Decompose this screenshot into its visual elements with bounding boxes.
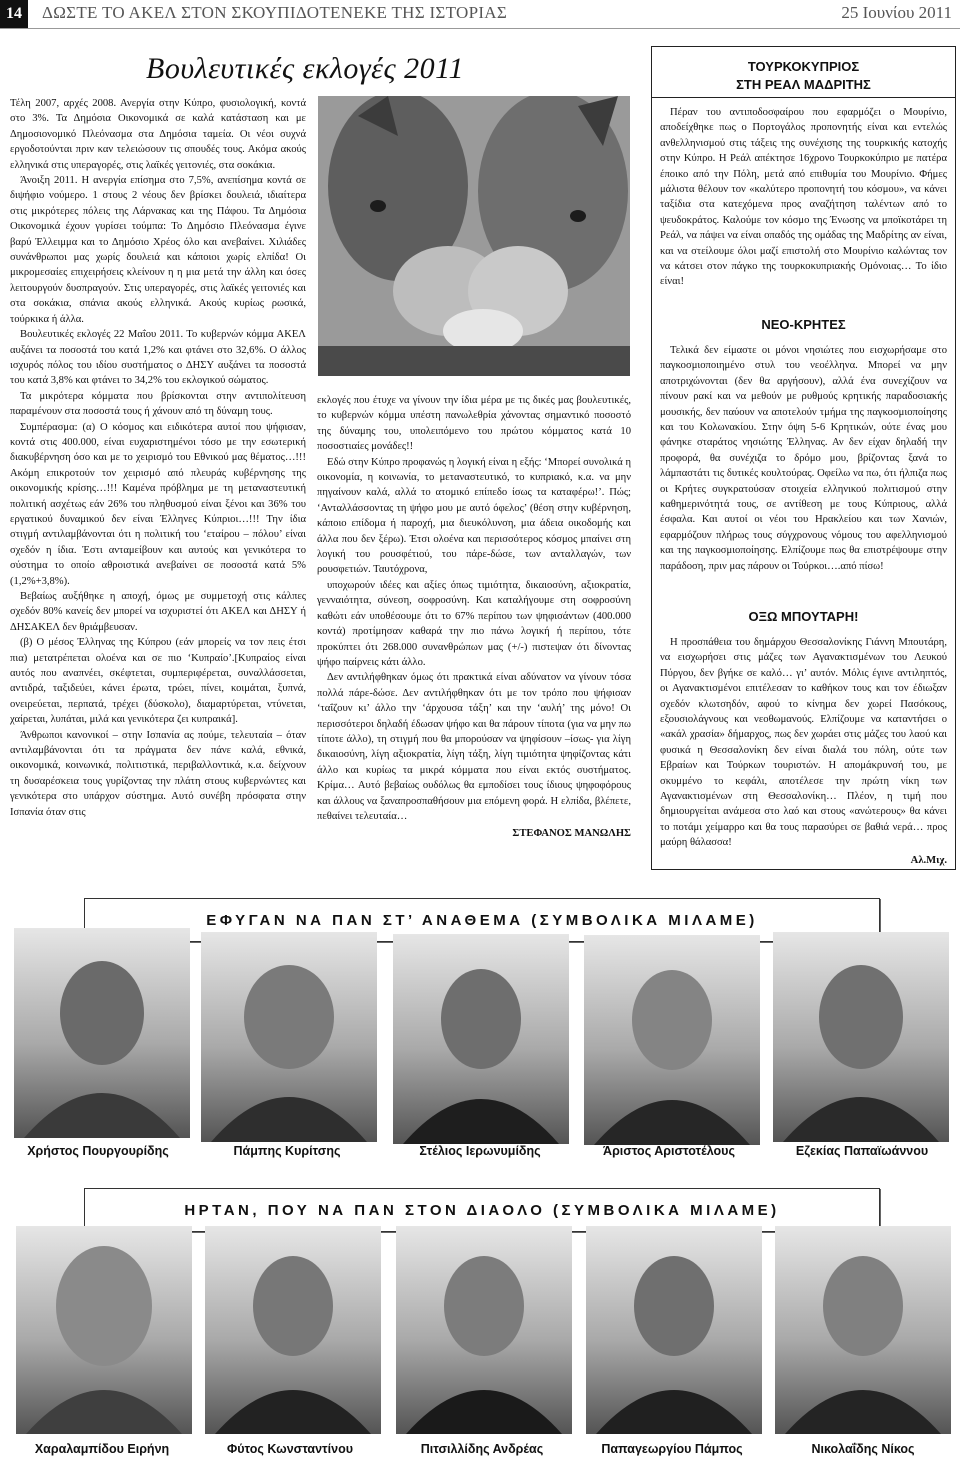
paragraph: Πέραν του αντιποδοσφαίρου που εφαρμόζει ο Μουρίνιο, αποδείχθηκε πως ο Πορτογάλος προπονητής είναι και εντελώς ανθελληνισμού στις τάξεις της συνέχισης της τουρκικής κατοχής στην Κύπρο. Η Ρεάλ απέκτησε 16χρονο Τουρκοκύπριο με πατέρα έποικο από την Πόλη, μετά από επιθυμία του Μουρίνιο. Φήμες μάλιστα θέλουν τον «καλύτερο προπονητή του κόσμου», να κάνει ταξίδια στα κατεχόμενα προς αναζήτηση ταλέντων από το ψευδοκράτος. Καλούμε τον κόσμο της Ένωσης να μποϊκοτάρει τη Ρεάλ, να πάψει να είναι οπαδός της ομάδας της Μαδρίτης αν είναι, και να στείλουμε όλοι μαζί επιστολή στο Μουρίνιο καλώντας τον να κάτσει στον πάγκο της τουρκοκυπριακής Ομόνοιας… Το ίδιο είναι! — [660, 107, 947, 288]
donkeys-illustration — [318, 96, 630, 376]
portrait-photo — [586, 1226, 762, 1434]
paragraph: (β) Ο μέσος Έλληνας της Κύπρου (εάν μπορείς να τον πεις έτσι πια) μετατρέπεται ολοένα και σε πιο ‘Κυπραίο’.[Κυπραίος είναι αυτός που αναπνέει, σκέφτεται, συμπεριφέρεται, συναλλάσσεται, αντιδρά, ταξιδεύει, κάνει έρωτα, τρώει, πίνει, κοιμάται, ξυπνά, ονειρεύεται, περπατά, τρέχει (δύσκολο), διαμαρτύρεται, ντύνεται, χαίρεται, λυπάται, μιλά και γενικότερα ζει κυπραικά]. — [10, 637, 306, 726]
portrait-photo — [201, 932, 377, 1142]
section-title: ΤΟΥΡΚΟΚΥΠΡΙΟΣ — [747, 59, 860, 74]
section-text — [660, 105, 947, 290]
sidebar-box — [651, 46, 956, 870]
portrait-photo — [16, 1226, 192, 1434]
portrait-photo — [773, 932, 949, 1142]
person-silhouette-icon — [205, 1226, 381, 1434]
person-silhouette-icon — [14, 928, 190, 1138]
article-column-1 — [10, 96, 306, 876]
paragraph: Τα μικρότερα κόμματα που βρίσκονται στην αντιπολίτευση παραμένουν στα ποσοστά τους ή χάνουν από τη δύναμη τους. — [10, 390, 306, 418]
article-headline: Βουλευτικές εκλογές 2011 — [146, 52, 464, 85]
person-name: Εζεκίας Παπαϊωάννου — [795, 1144, 929, 1158]
banner-title: ΗΡΤΑΝ, ΠΟΥ ΝΑ ΠΑΝ ΣΤΟΝ ΔΙΑΟΛΟ (ΣΥΜΒΟΛΙΚΑ ΜΙΛΑΜΕ) — [84, 1188, 880, 1232]
paragraph: Βουλευτικές εκλογές 22 Μαΐου 2011. Το κυβερνών κόμμα ΑΚΕΛ αυξάνει τα ποσοστά του κατά 1,2% και φτάνει στο 32,6%. Ο άλλος ισχυρός πόλος του ιδίου συστήματος ο ΔΗΣΥ αυξάνει τα ποσοστά του κατά 3,8% και φτάνει το 34,2% του εκλογικού σώματος. — [10, 329, 306, 387]
paragraph: υποχωρούν ιδέες και αξίες όπως τιμιότητα, δικαιοσύνη, αξιοκρατία, γενναιότητα, σύνεση, σοφροσύνη. Και καταλήγουμε στη σοφροσύνη καθώτι εάν υποθέσουμε ότι το 67% περίπου των ψηφισάντων (400.000 κοντά) προτίμησαν καθαρά την πιο πάνω λογική ή περίπου, τότε προκύπτει ότι 268.000 συνανθρώπων μας (+/-) πιστεψαν ότι δίνοντας ψήφο παίρνεις κάτι άλλο. — [317, 579, 631, 668]
paragraph: εκλογές που έτυχε να γίνουν την ίδια μέρα με τις δικές μας βουλευτικές, το κυβερνών κόμμα υπέστη πανωλεθρία χάνοντας σημαντικό ποσοστό της δύναμης του, υπολειπόμενο του πρώτου κόμματος κατά 10 ποσοστιαίες μονάδες!! — [317, 395, 631, 453]
portrait-photo — [396, 1226, 572, 1434]
paragraph: Συμπέρασμα: (α) Ο κόσμος και ειδικότερα αυτοί που ψήφισαν, κοντά στις 400.000, είναι ευχαριστημένοι τόσο με την εσωτερική διακυβέρνηση όσο και με το χειρισμό του Εθνικού μας θέματος…!!! Ακόμη επικροτούν τον χειρισμό από πλευράς κυβέρνησης της οικονομικής κρίσης…!!! Καμένα πρόβλημα με τη μεταναστευτική πολιτική ασχέτως εάν 26% του πληθυσμού είναι ξένοι και 36% του εργατικού δυναμικού δεν είναι Έλληνες Κύπριοι…!!! Την ίδια στιγμή αντιλαμβάνονται ότι η πολιτική του ‘εταίρου – πόλου’ είναι σχεδόν η ίδια. Έστι ανταμείβουν και αυτούς και γενικότερα το σύστημα το οποίο αθροιστικά ανεβαίνει σε ποσοστά κατά 5% (1,2%+3,8%). — [10, 421, 306, 587]
person-name: Πάμπης Κυρίτσης — [233, 1144, 341, 1158]
paragraph: Άνοιξη 2011. Η ανεργία επίσημα στο 7,5%, ανεπίσημα κοντά σε διψήφιο νούμερο. 1 στους 2 νέους δεν βρίσκει δουλειά, ιδιαίτερα στις μικρότερες πόλεις της Λάρνακας και της Πάφου. Τα Δημόσια Οικονομικά έχουν γυρίσει τούμπα: Το Δημόσιο Πλεόνασμα έγινε βαρύ Έλλειμμα και το Δημόσιο Χρέος όλο και ανεβαίνει. Χιλιάδες συνάνθρωποι μας χωρίς δουλειά και κάποιοι χωρίς ελπίδα! Οι μικρομεσαίες επιχειρήσεις κλείνουν η η μια μετά την άλλη και όσες λειτουργούν δυσπραγούν. Στις υπεραγορές, στις λαϊκές γειτονιές και στα σοκάκια, σπάνια ακούς ελληνικά. Ακούς κυρίως ρωσικά, τούρκικα ή άλλα. — [10, 175, 306, 325]
portrait-photo — [393, 934, 569, 1144]
person-silhouette-icon — [584, 935, 760, 1145]
portrait-photo — [205, 1226, 381, 1434]
page-header — [0, 0, 960, 29]
sidebar-signature: Αλ.Μιχ. — [910, 854, 947, 866]
paragraph: Η προσπάθεια του δημάρχου Θεσσαλονίκης Γιάννη Μπουτάρη, να εισχωρήσει στις μάζες των Αγανακτισμένων του Λευκού Πύργου, δεν βγήκε σε καλό… γι’ αυτόν. Μόλις έγινε αντιληπτός, οι Αγανακτισμένοι επιτέλεσαν το καθήκον τους και τον έδιωξαν σχεδόν κλωτσηδόν, αφού το κίνημα δεν χωρεί Πασόκους, εξουσιολάγνους και νεοθωμανούς. Ελπίζουμε να καταντήσει ο «ακάλ χρασία» δήμαρχος, πως δεν χωράει στις μάζες του λαού και φυσικά η Θεσσαλονίκη δεν είναι διαλά του πόλη, ούτε των Εβραίων και Τούρκων τουριστών. Η απομάκρυνσή του, με σκυμμένο το κεφάλι, αποτέλεσε την πρώτη νίκη των Αγανακτισμένων στη Θεσσαλονίκη… Πλέον, η τιμή που δημιουργείται ανάμεσα στο λαό και στους «ανώτερους» θα κάνει το ποτάμι χείμαρρο και θα τους παρασύρει σε βαθιά νερά… προς μαύρη θάλασσα! — [660, 637, 947, 849]
banner-title: ΕΦΥΓΑΝ ΝΑ ΠΑΝ ΣΤ’ ΑΝΑΘΕΜΑ (ΣΥΜΒΟΛΙΚΑ ΜΙΛΑΜΕ) — [84, 898, 880, 942]
paragraph: Εδώ στην Κύπρο προφανώς η λογική είναι η εξής: ‘Μπορεί συνολικά η οικονομία, η κοινωνία, το μεταναστευτικό, το κυπριακό, κ.α. να μην πηγαίνουν καλά, αλλά το ατομικό επίπεδο ίσως τα καταφέρω!’. Πώς; ‘Ανταλλάσσοντας τη ψήφο μου με αυτό όφελος’ (θέση στην κυβέρνηση, κάποιο επίδομα ή παροχή, μια διευκόλυνση, μια άδεια οικοδομής και άλλα που δεν ξέρω). Έτσι ολοένα και περισσότερος κόσμος μπαίνει στη λογική του ρουσφέτιού, του πάρε-δώσε, των ανταλλαγών, των ρουσφετιών. Ταυτόχρονα, — [317, 456, 631, 576]
person-name: Χρήστος Πουργουρίδης — [27, 1144, 169, 1158]
divider — [652, 97, 955, 98]
portrait-photo — [14, 928, 190, 1138]
person-name: Χαραλαμπίδου Ειρήνη — [34, 1442, 170, 1456]
portrait-photo — [775, 1226, 951, 1434]
portrait-photo — [584, 935, 760, 1145]
person-name: Πιτσιλλίδης Ανδρέας — [420, 1442, 544, 1456]
person-silhouette-icon — [775, 1226, 951, 1434]
page-number: 14 — [0, 0, 28, 28]
person-silhouette-icon — [773, 932, 949, 1142]
person-silhouette-icon — [586, 1226, 762, 1434]
person-silhouette-icon — [16, 1226, 192, 1434]
section-title: ΣΤΗ ΡΕΑΛ ΜΑΔΡΙΤΗΣ — [736, 77, 871, 92]
running-title: ΔΩΣΤΕ ΤΟ ΑΚΕΛ ΣΤΟΝ ΣΚΟΥΠΙΔΟΤΕΝΕΚΕ ΤΗΣ ΙΣΤΟΡΙΑΣ — [42, 3, 508, 22]
person-name: Φύτος Κωνσταντίνου — [227, 1442, 353, 1456]
person-silhouette-icon — [201, 932, 377, 1142]
section-title: ΝΕΟ-ΚΡΗΤΕΣ — [761, 317, 846, 332]
person-name: Νικολαΐδης Νίκος — [811, 1442, 915, 1456]
person-name: Στέλιος Ιερωνυμίδης — [419, 1144, 541, 1158]
section-title: ΟΞΩ ΜΠΟΥΤΑΡΗ! — [748, 609, 859, 624]
paragraph: Τελικά δεν είμαστε οι μόνοι νησιώτες που εισχωρήσαμε στο παγκοσμιοποιημένο στυλ του νεοέλληνα. Μπορεί να μην αποτριχώνονται (δεν θα αργήσουν), αλλά ένα συνεχίζουν να πίνουν ρακί και να μεθούν με ρυθμούς κρητικής παραδοσιακής μουσικής, δεν παύουν να αποτελούν τμήμα της παγκοσμιοποίησης και του Κολωνακίου. Στην όψη 5-6 Κρητικών, ούτε ένας μου φάνηκε σταράτος νησιώτης Έλληνας. Αν δεν είχαν δηλαδή την προφορά, θα συνέχιζα το δρόμο μου, βρίζοντας ξανά το λάμπαστάτι τις δυτικές κουλτούρας. Οφείλω να πω, ότι ήλπιζα πως οι Κρήτες συγκρατούσαν στοιχεία ελληνικού πολιτισμού στην καθημερινότητά τους, σε αντίθεση με τους Κύπριους, αλλά έσφαλα. Και αυτοί οι νέοι του Ηρακλείου και των Χανιών, εφαρμόζουν πλήρως τους σύγχρονους νόμους του αφελληνισμού και της παγκοσμιοποίησης. Ελπίζουμε πως θα επιστρέψουμε στην παράδοση, πριν μας πάρουν οι Τούρκοι….από πίσω! — [660, 345, 947, 572]
article-signature: ΣΤΕΦΑΝΟΣ ΜΑΝΩΛΗΣ — [512, 828, 631, 840]
person-name: Άριστος Αριστοτέλους — [603, 1144, 735, 1158]
person-silhouette-icon — [393, 934, 569, 1144]
paragraph: Άνθρωποι κανονικοί – στην Ισπανία ας πούμε, τελευταία – όταν αντιλαμβάνονται ότι τα πράγματα δεν πάνε καλά, εθνικά, οικονομικά, κοινωνικά, πολιτιστικά, περιβαλλοντικά, κ.α. δείχνουν τη δυσαρέσκεια τους γυρίζοντας την πλάτη στους κυβερνώντες και γενικότερα στο υπάρχον σύστημα. Αυτό συνέβη πρόσφατα στην Ισπανία όταν στις — [10, 729, 306, 818]
paragraph: Βεβαίως αυξήθηκε η αποχή, όμως με συμμετοχή στις κάλπες σχεδόν 80% κανείς δεν μπορεί να ισχυριστεί ότι ΑΚΕΛ και ΔΗΣΥ ή ΔΗΣΑΚΕΛ δεν θριάμβευσαν. — [10, 591, 306, 633]
issue-date: 25 Ιουνίου 2011 — [841, 3, 952, 22]
section-text — [660, 635, 947, 866]
person-name: Παπαγεωργίου Πάμπος — [601, 1442, 743, 1456]
section-text — [660, 343, 947, 574]
person-silhouette-icon — [396, 1226, 572, 1434]
paragraph: Τέλη 2007, αρχές 2008. Ανεργία στην Κύπρο, φυσιολογική, κοντά στο 3%. Τα Δημόσια Οικονομικά σε καλά κατάσταση και με Δημοσιονομικό Πλεόνασμα στα Δημόσια ταμεία. Οι νέοι συχνά εργοδοτούνται πριν καν τελειώσουν τις σπουδές τους. Ακόμα ακούς ελληνικά στις υπεραγορές, στις λαϊκές γειτονιές, στα σοκάκια. — [10, 98, 306, 171]
donkeys-photo — [318, 96, 630, 376]
article-column-2 — [317, 393, 631, 877]
paragraph: Δεν αντιλήφθηκαν όμως ότι πρακτικά είναι αδύνατον να γίνουν τόσα πολλά πάρε-δώσε. Δεν αντιλήφθηκαν ότι με τον τρόπο που ψήφισαν ‘ταΐζουν κι’ άλλο την ‘άρχουσα τάξη’ και την ‘αυλή’ της μόνο! Οι περισσότεροι δηλαδή έδωσαν ψήφο και θα πάρουν τίποτα (για να μην πω τίποτε άλλο), τη στιγμή που θα μπορούσαν να ψηφίσουν –ίσως- για λίγη δικαιοσύνη, λίγη αξιοκρατία, λίγη τάξη, λίγη τιμιότητα ψηφίζοντας κάτι άλλο και κυρίως τα μικρά κόμματα που είναι εκτός συστήματος. Κρίμα… Αυτό βεβαίως ουδόλως θα εμποδίσει τους ίδιους ψηφοφόρους και άλλους να ξαναπροσπαθήσουν μια επόμενη φορά. Η ελπίδα, βλέπετε, πεθαίνει τελευταία… — [317, 672, 631, 822]
